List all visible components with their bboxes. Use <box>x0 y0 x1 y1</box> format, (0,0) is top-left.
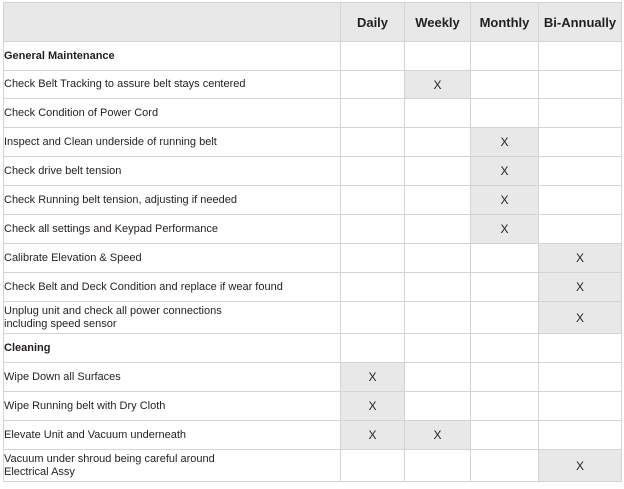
mark-cell-weekly <box>405 244 471 273</box>
mark-cell-weekly: X <box>405 71 471 99</box>
mark-cell-bi-annually <box>539 186 622 215</box>
mark-cell-bi-annually <box>539 421 622 450</box>
mark-cell-weekly <box>405 128 471 157</box>
mark-cell-daily <box>341 186 405 215</box>
task-label <box>4 392 341 421</box>
mark-cell-daily <box>341 157 405 186</box>
mark-cell-weekly <box>405 334 471 363</box>
task-label-line: Calibrate Elevation & Speed <box>4 251 142 264</box>
task-label <box>4 244 341 273</box>
task-label <box>4 302 341 334</box>
mark-cell-weekly <box>405 42 471 71</box>
mark-cell-bi-annually: X <box>539 244 622 273</box>
mark-cell-weekly <box>405 186 471 215</box>
mark-cell-monthly <box>471 99 539 128</box>
table-header-row <box>4 3 622 42</box>
task-label-line: Check Belt Tracking to assure belt stays centered <box>4 78 246 90</box>
mark-cell-monthly <box>471 42 539 71</box>
task-label-line: Electrical Assy <box>4 465 75 478</box>
task-column-header <box>4 3 341 42</box>
mark-cell-monthly <box>471 392 539 421</box>
task-label-line: Elevate Unit and Vacuum underneath <box>4 428 187 441</box>
mark-cell-bi-annually <box>539 42 622 71</box>
task-label-line: Cleaning <box>4 341 51 354</box>
mark-cell-monthly <box>471 363 539 392</box>
task-label-line: including speed sensor <box>4 317 117 330</box>
mark-cell-monthly: X <box>471 157 539 186</box>
task-label-line: General Maintenance <box>4 49 115 62</box>
mark-cell-bi-annually <box>539 99 622 128</box>
schedule-body <box>4 42 622 482</box>
task-label-line: Check Belt and Deck Condition and replace if wear found <box>4 280 283 293</box>
mark-cell-monthly <box>471 334 539 363</box>
task-row <box>4 157 622 186</box>
task-label <box>4 99 341 128</box>
column-header-weekly: Weekly <box>405 3 471 42</box>
mark-cell-daily <box>341 128 405 157</box>
mark-cell-weekly <box>405 363 471 392</box>
task-label-line: Check Running belt tension, adjusting if needed <box>4 193 237 206</box>
task-label <box>4 157 341 186</box>
task-label <box>4 421 341 450</box>
maintenance-schedule-table <box>3 2 622 482</box>
task-row <box>4 186 622 215</box>
task-row <box>4 363 622 392</box>
task-row <box>4 392 622 421</box>
mark-cell-weekly <box>405 215 471 244</box>
task-row <box>4 71 622 99</box>
mark-cell-daily <box>341 215 405 244</box>
task-label-line: Inspect and Clean underside of running belt <box>4 135 217 148</box>
mark-cell-monthly: X <box>471 186 539 215</box>
mark-cell-daily: X <box>341 392 405 421</box>
mark-cell-daily <box>341 273 405 302</box>
mark-cell-daily <box>341 450 405 482</box>
task-label-line: Unplug unit and check all power connections <box>4 304 222 317</box>
mark-cell-bi-annually <box>539 392 622 421</box>
mark-cell-daily: X <box>341 421 405 450</box>
mark-cell-daily <box>341 71 405 99</box>
column-header-daily: Daily <box>341 3 405 42</box>
task-label-line: Check Condition of Power Cord <box>4 106 159 119</box>
mark-cell-bi-annually <box>539 71 622 99</box>
mark-cell-weekly <box>405 99 471 128</box>
mark-cell-bi-annually <box>539 334 622 363</box>
mark-cell-bi-annually: X <box>539 302 622 334</box>
mark-cell-daily: X <box>341 363 405 392</box>
mark-cell-monthly <box>471 450 539 482</box>
column-header-bi-annually: Bi-Annually <box>539 3 622 42</box>
task-label <box>4 71 341 99</box>
mark-cell-monthly: X <box>471 215 539 244</box>
mark-cell-weekly <box>405 273 471 302</box>
mark-cell-monthly <box>471 302 539 334</box>
mark-cell-daily <box>341 99 405 128</box>
task-label-line: Vacuum under shroud being careful around <box>4 452 215 465</box>
mark-cell-weekly <box>405 450 471 482</box>
mark-cell-bi-annually: X <box>539 273 622 302</box>
mark-cell-monthly: X <box>471 128 539 157</box>
mark-cell-weekly <box>405 392 471 421</box>
task-label <box>4 273 341 302</box>
task-row <box>4 450 622 482</box>
task-row <box>4 273 622 302</box>
task-label-line: Wipe Down all Surfaces <box>4 370 121 383</box>
mark-cell-bi-annually <box>539 363 622 392</box>
mark-cell-daily <box>341 244 405 273</box>
mark-cell-weekly <box>405 157 471 186</box>
task-label <box>4 363 341 392</box>
task-label-line: Wipe Running belt with Dry Cloth <box>4 399 166 412</box>
task-label <box>4 450 341 482</box>
section-heading <box>4 42 341 71</box>
mark-cell-monthly <box>471 244 539 273</box>
task-label-line: Check drive belt tension <box>4 164 122 177</box>
task-label <box>4 186 341 215</box>
mark-cell-monthly <box>471 421 539 450</box>
task-label-line: Check all settings and Keypad Performance <box>4 222 219 235</box>
task-row <box>4 128 622 157</box>
mark-cell-bi-annually <box>539 215 622 244</box>
task-row <box>4 421 622 450</box>
task-row <box>4 302 622 334</box>
mark-cell-weekly: X <box>405 421 471 450</box>
task-label <box>4 128 341 157</box>
mark-cell-daily <box>341 302 405 334</box>
task-label <box>4 215 341 244</box>
mark-cell-monthly <box>471 273 539 302</box>
mark-cell-monthly <box>471 71 539 99</box>
mark-cell-bi-annually <box>539 128 622 157</box>
mark-cell-bi-annually: X <box>539 450 622 482</box>
mark-cell-bi-annually <box>539 157 622 186</box>
section-row <box>4 42 622 71</box>
section-row <box>4 334 622 363</box>
section-heading <box>4 334 341 363</box>
mark-cell-weekly <box>405 302 471 334</box>
task-row <box>4 244 622 273</box>
column-header-monthly: Monthly <box>471 3 539 42</box>
task-row <box>4 215 622 244</box>
mark-cell-daily <box>341 334 405 363</box>
mark-cell-daily <box>341 42 405 71</box>
task-row <box>4 99 622 128</box>
